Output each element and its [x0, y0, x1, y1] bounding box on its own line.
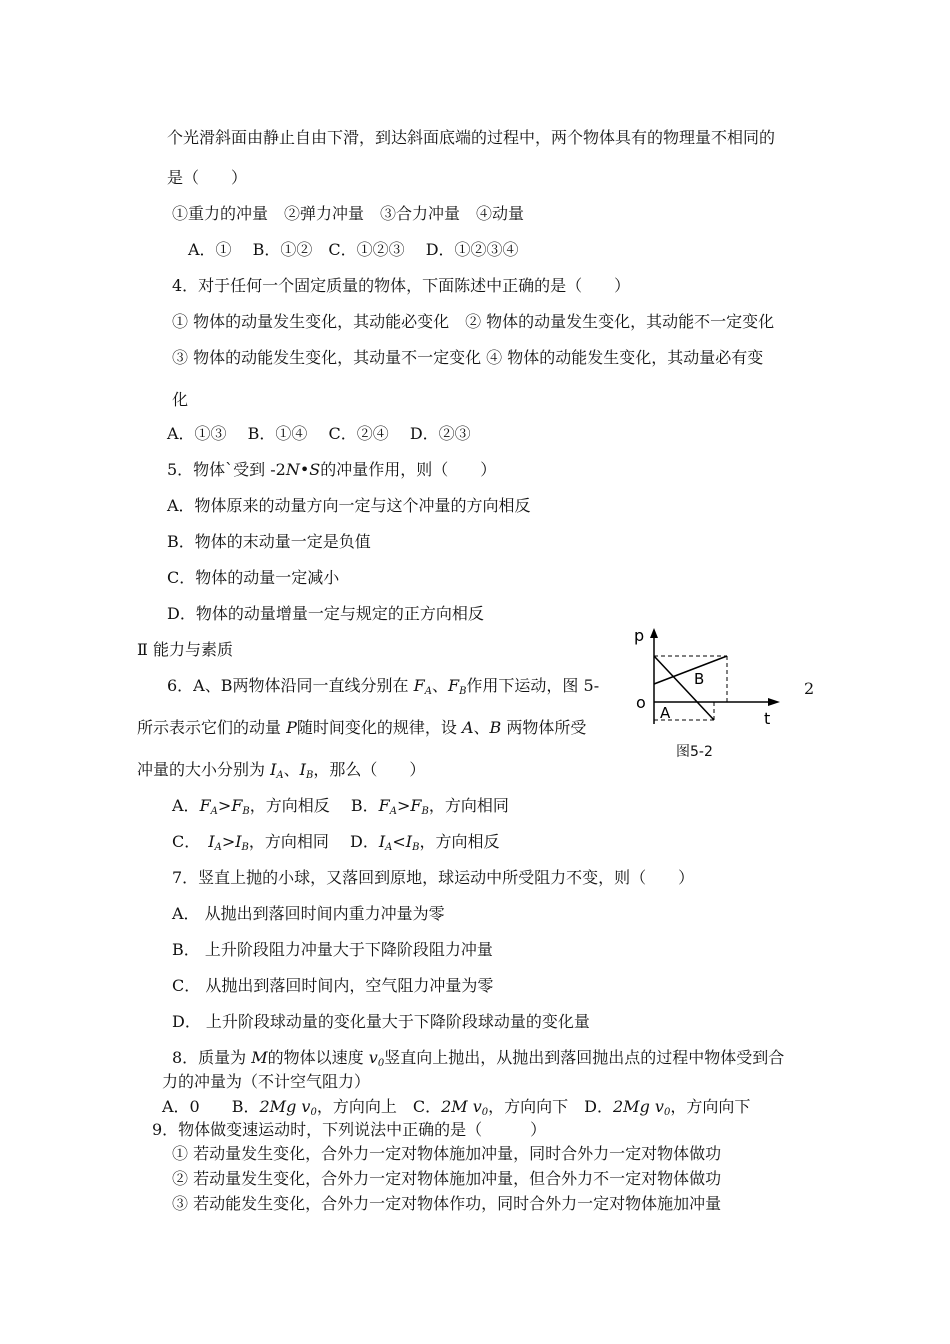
q8-line1: 8．质量为 M的物体以速度 $v_0$竖直向上抛出，从抛出到落回抛出点的过程中物体受到合 — [172, 1048, 785, 1069]
origin-label: o — [636, 693, 646, 712]
p-axis-arrow — [650, 628, 658, 638]
q6-options-cd: C． $I_A>I_B$，方向相同 D．$I_A<I_B$，方向相反 — [172, 832, 500, 853]
q4-options: A．①③ B．①④ C．②④ D．②③ — [167, 424, 471, 443]
page-number: 2 — [804, 679, 815, 698]
q9-stem: 9．物体做变速运动时，下列说法中正确的是（ ） — [152, 1120, 547, 1139]
q7-option-c: C． 从抛出到落回时间内，空气阻力冲量为零 — [172, 976, 494, 995]
q8-options: A．0 B．2Mg $v_0$，方向向上 C．2M $v_0$，方向向下 D．2Mg $v_0$，方向向下 — [162, 1097, 751, 1118]
q8-line2: 力的冲量为（不计空气阻力） — [162, 1072, 371, 1091]
q9-statement-2: ② 若动量发生变化，合外力一定对物体施加冲量，但合外力不一定对物体做功 — [172, 1169, 722, 1188]
q6-line1: 6．A、B两物体沿同一直线分别在 $F_A$、$F_B$作用下运动，图 5- — [167, 676, 600, 697]
q3-options: A．① B．①② C．①②③ D．①②③④ — [188, 240, 519, 259]
q5-option-a: A．物体原来的动量方向一定与这个冲量的方向相反 — [167, 496, 531, 515]
momentum-time-figure — [620, 624, 790, 764]
q3-items: ①重力的冲量 ②弹力冲量 ③合力冲量 ④动量 — [172, 204, 525, 223]
t-axis-label: t — [764, 709, 771, 728]
q3-line2: 是（ ） — [167, 168, 248, 187]
q7-option-d: D． 上升阶段球动量的变化量大于下降阶段球动量的变化量 — [172, 1012, 590, 1031]
q4-stem: 4．对于任何一个固定质量的物体，下面陈述中正确的是（ ） — [172, 276, 631, 295]
p-axis-label: p — [634, 626, 645, 645]
q7-option-b: B． 上升阶段阻力冲量大于下降阶段阻力冲量 — [172, 940, 493, 959]
q3-line1: 个光滑斜面由静止自由下滑，到达斜面底端的过程中，两个物体具有的物理量不相同的 — [167, 128, 776, 147]
q5-stem: 5．物体`受到 -2N•S的冲量作用，则（ ） — [167, 460, 497, 479]
q6-line3: 冲量的大小分别为 $I_A$、$I_B$，那么（ ） — [137, 760, 426, 781]
q6-line2: 所示表示它们的动量 P随时间变化的规律，设 A、B 两物体所受 — [137, 718, 587, 737]
figure-caption: 图5-2 — [676, 744, 713, 760]
q9-statement-3: ③ 若动能发生变化，合外力一定对物体作功，同时合外力一定对物体施加冲量 — [172, 1194, 722, 1213]
q7-stem: 7．竖直上抛的小球，又落回到原地，球运动中所受阻力不变，则（ ） — [172, 868, 695, 887]
q5-option-d: D．物体的动量增量一定与规定的正方向相反 — [167, 604, 484, 623]
a-label: A — [660, 704, 671, 722]
q4-statement-2-cont: 化 — [172, 390, 189, 409]
q7-option-a: A． 从抛出到落回时间内重力冲量为零 — [172, 904, 445, 923]
q5-option-b: B．物体的末动量一定是负值 — [167, 532, 371, 551]
q9-statement-1: ① 若动量发生变化，合外力一定对物体施加冲量，同时合外力一定对物体做功 — [172, 1144, 722, 1163]
section-heading: Ⅱ 能力与素质 — [137, 640, 233, 659]
t-axis-arrow — [768, 698, 780, 706]
line-b — [654, 656, 727, 684]
q5-option-c: C．物体的动量一定减小 — [167, 568, 340, 587]
b-label: B — [694, 670, 705, 688]
q4-statement-1: ① 物体的动量发生变化，其动能必变化 ② 物体的动量发生变化，其动能不一定变化 — [172, 312, 775, 331]
q4-statement-2: ③ 物体的动能发生变化，其动量不一定变化 ④ 物体的动能发生变化，其动量必有变 — [172, 348, 764, 367]
q6-options-ab: A．$F_A>F_B$，方向相反 B．$F_A>F_B$，方向相同 — [172, 796, 509, 817]
